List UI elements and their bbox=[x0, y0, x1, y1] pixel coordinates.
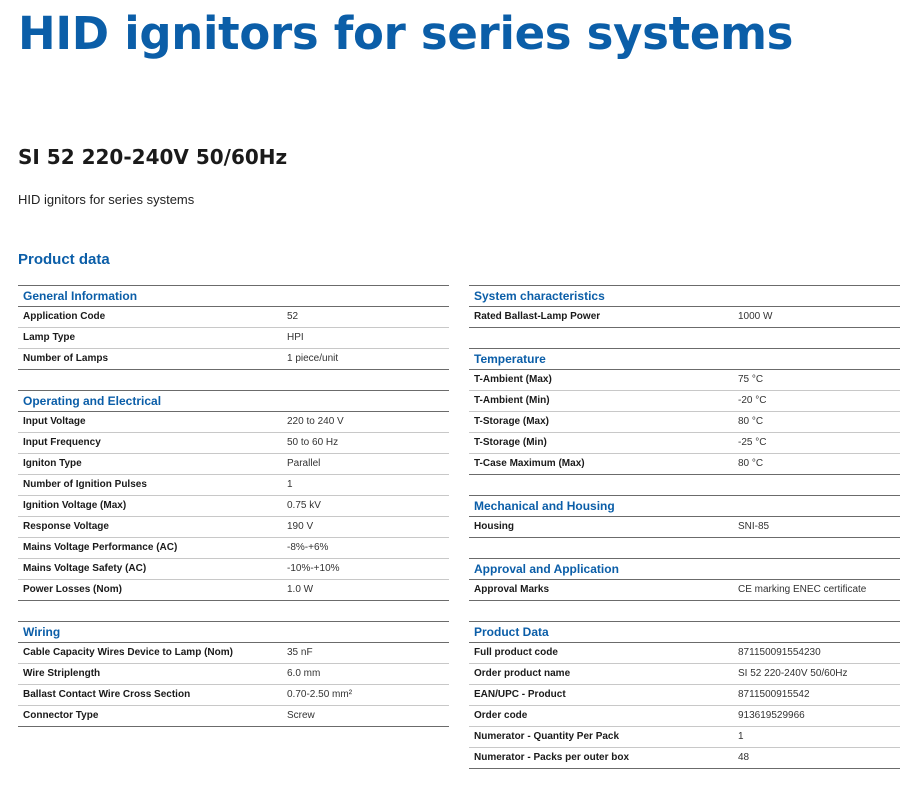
spec-section-wiring bbox=[18, 621, 449, 727]
spec-row bbox=[469, 370, 900, 391]
spec-value: 1 bbox=[738, 731, 744, 742]
spec-row bbox=[469, 664, 900, 685]
spec-section-system-characteristics bbox=[469, 285, 900, 328]
spec-label: EAN/UPC - Product bbox=[474, 689, 566, 700]
right-spec-column bbox=[469, 285, 900, 769]
product-data-heading: Product data bbox=[18, 251, 110, 268]
left-spec-column bbox=[18, 285, 449, 727]
spec-section-approval-and-application bbox=[469, 558, 900, 601]
spec-row bbox=[18, 664, 449, 685]
spec-label: T-Storage (Min) bbox=[474, 437, 547, 448]
product-description: HID ignitors for series systems bbox=[18, 192, 195, 207]
section-title: Temperature bbox=[469, 349, 900, 370]
spec-row bbox=[469, 412, 900, 433]
spec-value: 913619529966 bbox=[738, 710, 805, 721]
spec-label: Number of Ignition Pulses bbox=[23, 479, 147, 490]
spec-row bbox=[469, 643, 900, 664]
section-title: Operating and Electrical bbox=[18, 391, 449, 412]
spec-row bbox=[18, 454, 449, 475]
spec-label: Rated Ballast-Lamp Power bbox=[474, 311, 601, 322]
spec-value: SI 52 220-240V 50/60Hz bbox=[738, 668, 848, 679]
spec-value: 80 °C bbox=[738, 416, 764, 427]
spec-row bbox=[18, 517, 449, 538]
spec-value: 220 to 240 V bbox=[287, 416, 344, 427]
spec-label: Lamp Type bbox=[23, 332, 76, 343]
spec-row bbox=[18, 643, 449, 664]
spec-value: 35 nF bbox=[287, 647, 313, 658]
spec-label: Connector Type bbox=[23, 710, 99, 721]
spec-label: Input Voltage bbox=[23, 416, 86, 427]
spec-value: 1000 W bbox=[738, 311, 773, 322]
spec-label: T-Ambient (Min) bbox=[474, 395, 550, 406]
spec-row bbox=[469, 685, 900, 706]
section-title: General Information bbox=[18, 286, 449, 307]
section-title: System characteristics bbox=[469, 286, 900, 307]
spec-label: T-Storage (Max) bbox=[474, 416, 550, 427]
spec-section-product-data bbox=[469, 621, 900, 769]
spec-row bbox=[18, 496, 449, 517]
spec-row bbox=[469, 517, 900, 538]
section-title: Approval and Application bbox=[469, 559, 900, 580]
spec-label: Mains Voltage Performance (AC) bbox=[23, 542, 178, 553]
section-title: Product Data bbox=[469, 622, 900, 643]
section-title: Mechanical and Housing bbox=[469, 496, 900, 517]
spec-label: Mains Voltage Safety (AC) bbox=[23, 563, 147, 574]
spec-value: 1 piece/unit bbox=[287, 353, 339, 364]
spec-row bbox=[18, 412, 449, 433]
section-title: Wiring bbox=[18, 622, 449, 643]
spec-value: HPI bbox=[287, 332, 304, 343]
spec-row bbox=[18, 328, 449, 349]
spec-value: 871150091554230 bbox=[738, 647, 821, 658]
spec-value: Screw bbox=[287, 710, 315, 721]
spec-row bbox=[18, 538, 449, 559]
spec-value: -20 °C bbox=[738, 395, 767, 406]
spec-label: Ballast Contact Wire Cross Section bbox=[23, 689, 191, 700]
spec-label: Response Voltage bbox=[23, 521, 109, 532]
product-subtitle: SI 52 220-240V 50/60Hz bbox=[18, 145, 288, 169]
spec-label: Ignition Voltage (Max) bbox=[23, 500, 127, 511]
spec-value: SNI-85 bbox=[738, 521, 770, 532]
spec-row bbox=[18, 433, 449, 454]
spec-value: CE marking ENEC certificate bbox=[738, 584, 867, 595]
spec-section-mechanical-and-housing bbox=[469, 495, 900, 538]
spec-label: Order product name bbox=[474, 668, 571, 679]
spec-label: Input Frequency bbox=[23, 437, 101, 448]
spec-value: 48 bbox=[738, 752, 750, 763]
spec-label: Wire Striplength bbox=[23, 668, 101, 679]
spec-value: -8%-+6% bbox=[287, 542, 329, 553]
spec-row bbox=[18, 307, 449, 328]
spec-row bbox=[469, 307, 900, 328]
spec-label: Numerator - Quantity Per Pack bbox=[474, 731, 620, 742]
spec-value: 50 to 60 Hz bbox=[287, 437, 339, 448]
spec-label: Numerator - Packs per outer box bbox=[474, 752, 630, 763]
spec-value: 52 bbox=[287, 311, 299, 322]
spec-label: Cable Capacity Wires Device to Lamp (Nom) bbox=[23, 647, 233, 658]
spec-value: 190 V bbox=[287, 521, 314, 532]
spec-label: Full product code bbox=[474, 647, 558, 658]
spec-label: Order code bbox=[474, 710, 528, 721]
spec-value: -10%-+10% bbox=[287, 563, 340, 574]
spec-label: Housing bbox=[474, 521, 514, 532]
spec-value: 1 bbox=[287, 479, 293, 490]
spec-value: 80 °C bbox=[738, 458, 764, 469]
spec-value: 1.0 W bbox=[287, 584, 314, 595]
spec-row bbox=[469, 580, 900, 601]
spec-row bbox=[469, 727, 900, 748]
spec-value: Parallel bbox=[287, 458, 321, 469]
spec-label: Approval Marks bbox=[474, 584, 550, 595]
spec-value: 0.70-2.50 mm² bbox=[287, 689, 353, 700]
spec-label: Igniton Type bbox=[23, 458, 82, 469]
spec-label: Power Losses (Nom) bbox=[23, 584, 122, 595]
spec-label: Number of Lamps bbox=[23, 353, 109, 364]
spec-row bbox=[469, 391, 900, 412]
spec-row bbox=[18, 685, 449, 706]
spec-value: 6.0 mm bbox=[287, 668, 321, 679]
spec-value: 0.75 kV bbox=[287, 500, 321, 511]
spec-row bbox=[469, 706, 900, 727]
spec-value: 8711500915542 bbox=[738, 689, 810, 700]
spec-row bbox=[18, 706, 449, 727]
page-title: HID ignitors for series systems bbox=[18, 7, 794, 60]
spec-section-operating-and-electrical bbox=[18, 390, 449, 601]
spec-label: T-Case Maximum (Max) bbox=[474, 458, 585, 469]
spec-section-temperature bbox=[469, 348, 900, 475]
spec-row bbox=[469, 433, 900, 454]
spec-label: T-Ambient (Max) bbox=[474, 374, 552, 385]
spec-value: 75 °C bbox=[738, 374, 764, 385]
spec-row bbox=[18, 475, 449, 496]
spec-row bbox=[18, 349, 449, 370]
spec-section-general-information bbox=[18, 285, 449, 370]
spec-row bbox=[18, 559, 449, 580]
spec-row bbox=[469, 454, 900, 475]
spec-row bbox=[469, 748, 900, 769]
spec-row bbox=[18, 580, 449, 601]
spec-label: Application Code bbox=[23, 311, 106, 322]
spec-value: -25 °C bbox=[738, 437, 767, 448]
